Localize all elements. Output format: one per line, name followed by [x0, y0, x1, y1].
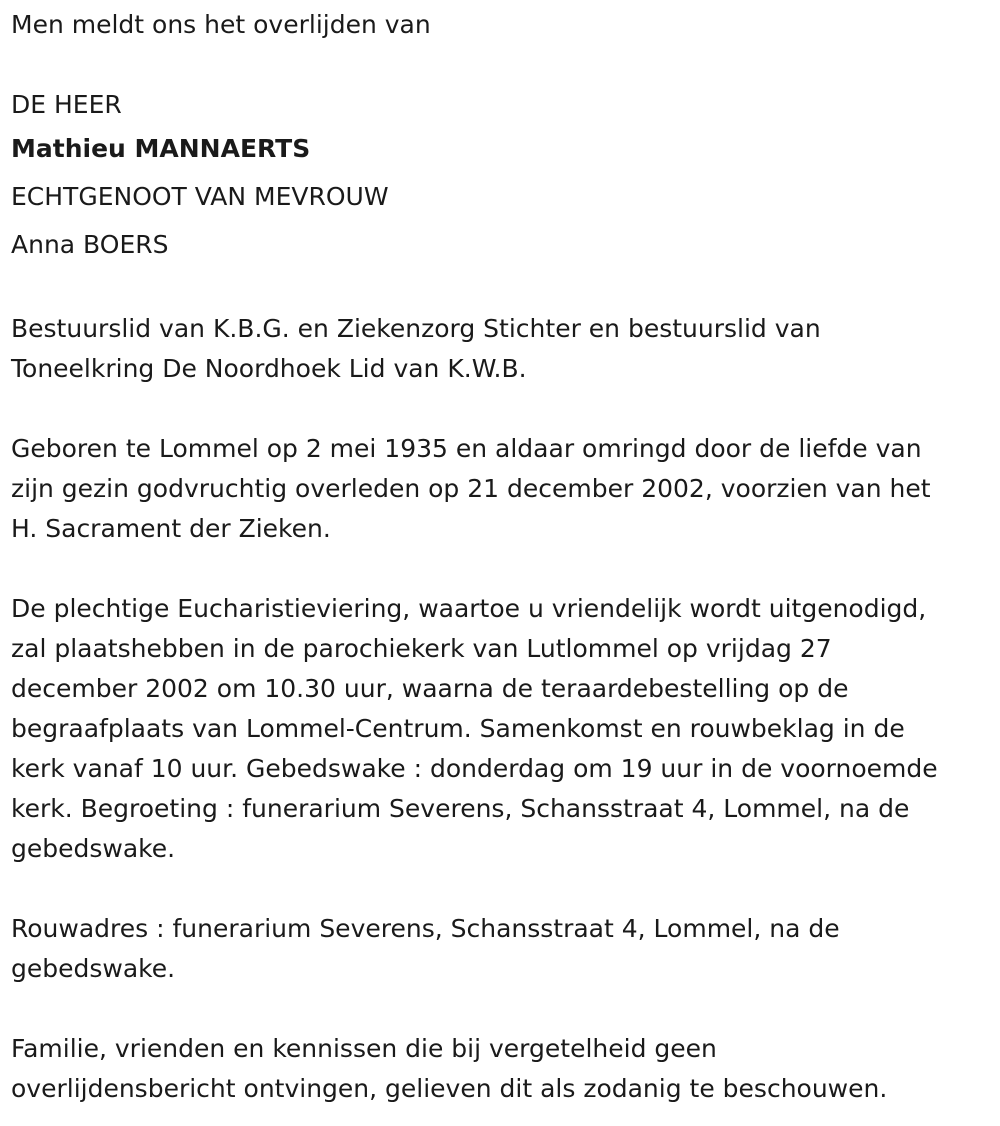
spacer: [11, 269, 996, 309]
spacer: [11, 45, 996, 85]
spouse-wrap: [11, 221, 996, 269]
spacer: [11, 389, 996, 429]
relation-wrap: [11, 173, 996, 221]
paragraph-line: Toneelkring De Noordhoek Lid van K.W.B.: [11, 354, 527, 383]
birth-death-paragraph: [11, 429, 996, 549]
spacer: [11, 549, 996, 589]
spacer: [11, 989, 996, 1029]
deceased-heading: [11, 85, 996, 269]
spacer: [11, 869, 996, 909]
spacer-inline: [11, 125, 996, 173]
paragraph-line: zijn gezin godvruchtig overleden op 21 december 2002, voorzien van het: [11, 474, 931, 503]
obituary-notice: [11, 5, 996, 1109]
paragraph-line: kerk. Begroeting : funerarium Severens, Schansstraat 4, Lommel, na de: [11, 794, 910, 823]
intro-text: Men meldt ons het overlijden van: [11, 10, 431, 39]
paragraph-line: Geboren te Lommel op 2 mei 1935 en aldaar omringd door de liefde van: [11, 434, 922, 463]
paragraph-line: begraafplaats van Lommel-Centrum. Samenkomst en rouwbeklag in de: [11, 714, 905, 743]
relation-text: ECHTGENOOT VAN MEVROUW: [11, 182, 389, 211]
title-prefix: DE HEER: [11, 90, 122, 119]
paragraph-line: Rouwadres : funerarium Severens, Schansstraat 4, Lommel, na de: [11, 914, 840, 943]
paragraph-line: december 2002 om 10.30 uur, waarna de teraardebestelling op de: [11, 674, 849, 703]
deceased-name: Mathieu MANNAERTS: [11, 134, 311, 163]
paragraph-line: H. Sacrament der Zieken.: [11, 514, 331, 543]
ceremony-paragraph: [11, 589, 996, 869]
paragraph-line: overlijdensbericht ontvingen, gelieven dit als zodanig te beschouwen.: [11, 1074, 888, 1103]
paragraph-line: Familie, vrienden en kennissen die bij vergetelheid geen: [11, 1034, 717, 1063]
paragraph-line: gebedswake.: [11, 834, 176, 863]
paragraph-line: kerk vanaf 10 uur. Gebedswake : donderdag om 19 uur in de voornoemde: [11, 754, 938, 783]
functions-paragraph: [11, 309, 996, 389]
closing-paragraph: [11, 1029, 996, 1109]
paragraph-line: De plechtige Eucharistieviering, waartoe u vriendelijk wordt uitgenodigd,: [11, 594, 927, 623]
paragraph-line: zal plaatshebben in de parochiekerk van Lutlommel op vrijdag 27: [11, 634, 832, 663]
paragraph-line: Bestuurslid van K.B.G. en Ziekenzorg Stichter en bestuurslid van: [11, 314, 821, 343]
address-paragraph: [11, 909, 996, 989]
spouse-name: Anna BOERS: [11, 230, 169, 259]
paragraph-line: gebedswake.: [11, 954, 176, 983]
